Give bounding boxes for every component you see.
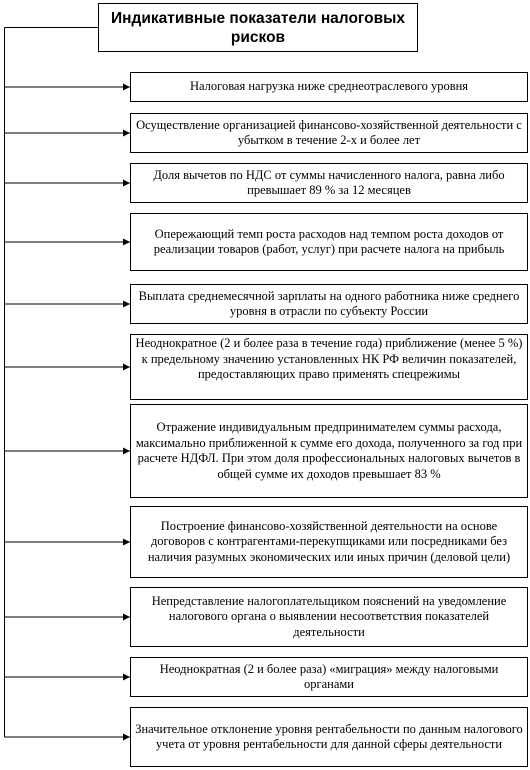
indicator-box-4: Опережающий темп роста расходов над темпом роста доходов от реализации товаров (работ, услуг) при расчете налога на прибыль: [130, 213, 528, 271]
title-box: Индикативные показатели налоговых рисков: [98, 3, 418, 52]
indicator-box-1: Налоговая нагрузка ниже среднеотраслевого уровня: [130, 72, 528, 102]
indicator-box-8: Построение финансово-хозяйственной деятельности на основе договоров с контрагентами-перекупщиками или посредниками без наличия разумных экономических или иных причин (деловой цели): [130, 506, 528, 578]
indicator-box-6: Неоднократное (2 и более раза в течение года) приближение (менее 5 %) к предельному значению установленных НК РФ величин показателей, предоставляющих право применять спецрежимы: [130, 334, 528, 400]
indicator-box-5: Выплата среднемесячной зарплаты на одного работника ниже среднего уровня в отрасли по субъекту России: [130, 284, 528, 324]
indicator-box-2: Осуществление организацией финансово-хозяйственной деятельности с убытком в течение 2-х и более лет: [130, 113, 528, 153]
indicator-box-10: Неоднократная (2 и более раза) «миграция» между налоговыми органами: [130, 657, 528, 697]
indicator-box-7: Отражение индивидуальным предпринимателем суммы расхода, максимально приближенной к сумме его дохода, полученного за год при расчете НДФЛ. При этом доля профессиональных налоговых вычетов в общей сумме их доходов превышает 83 %: [130, 404, 528, 498]
indicator-box-11: Значительное отклонение уровня рентабельности по данным налогового учета от уровня рентабельности для данной сферы деятельности: [130, 707, 528, 767]
indicator-box-3: Доля вычетов по НДС от суммы начисленного налога, равна либо превышает 89 % за 12 месяцев: [130, 163, 528, 203]
indicator-box-9: Непредставление налогоплательщиком пояснений на уведомление налогового органа о выявлении несоответствия показателей деятельности: [130, 587, 528, 647]
